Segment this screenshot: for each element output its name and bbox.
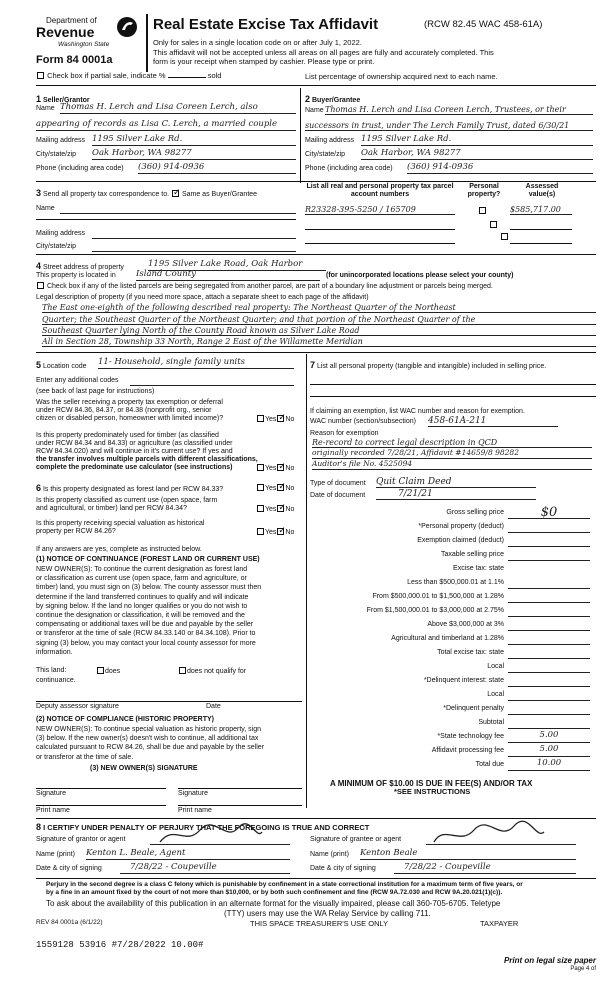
calc-row	[310, 702, 596, 716]
tax-corr-city-row: City/state/zip	[36, 243, 296, 251]
calc-row	[310, 688, 596, 702]
location-code[interactable]: 11- Household, single family units	[98, 358, 294, 369]
calc-row	[310, 730, 596, 744]
notice2-body: NEW OWNER(S): To continue special valuation as historic property, sign (3) below. If the new owner(s) doesn't wish to continue, all additional tax calculated pursuant to RCW 84.26, shall be due and payable by the seller or transferor at the time of sale.	[36, 726, 265, 761]
calc-row	[310, 758, 596, 772]
grantor-date-row: Date & city of signing 7/28/22 - Coupeville	[36, 865, 306, 873]
calc-value[interactable]	[508, 661, 590, 673]
dept-line2: Revenue	[36, 24, 95, 40]
grantor-name-row: Name (print) Kenton L. Beale, Agent	[36, 851, 306, 859]
calc-row	[310, 674, 596, 688]
calc-label: Excise tax: state	[453, 565, 504, 572]
grantee-date-city[interactable]: 7/28/22 - Coupeville	[394, 863, 576, 874]
perjury-line2: by a fine in an amount fixed by the court of not more than $10,000, or by both such confinement and fine (RCW 9A.72.030 and RCW 9A.20.021(1)(c)).	[46, 889, 503, 896]
reason-line1[interactable]: Re-record to correct legal description in QCD	[312, 438, 592, 448]
buyer-mailing-row: Mailing address 1195 Silver Lake Rd.	[305, 137, 593, 145]
street-row: 4 Street address of property 1195 Silver Lake Road, Oak Harbor	[36, 261, 326, 272]
notice1-title: (1) NOTICE OF CONTINUANCE (FOREST LAND OR CURRENT USE)	[36, 556, 260, 563]
calc-row	[310, 562, 596, 576]
calc-label: *Delinquent penalty	[443, 705, 504, 712]
personal-prop-label: 7 List all personal property (tangible and intangible) included in selling price.	[310, 360, 547, 370]
calc-label: Local	[487, 663, 504, 670]
q-current-use: Is this property classified as current use (open space, farm and agricultural, or timber) land per RCW 84.34? Yes✓ No	[36, 497, 306, 513]
personal-prop-checkbox-1[interactable]	[479, 207, 486, 214]
q-forest: 6 Is this property designated as forest land per RCW 84.33? Yes✓ No	[36, 483, 306, 494]
q-historic-no[interactable]	[277, 528, 284, 535]
same-as-buyer-checkbox[interactable]	[172, 190, 179, 197]
ownership-note: List percentage of ownership acquired next to each name.	[305, 72, 498, 81]
see-instructions: *SEE INSTRUCTIONS	[394, 787, 471, 796]
calc-row	[310, 534, 596, 548]
q-exemption-no[interactable]	[277, 415, 284, 422]
calc-label: Affidavit processing fee	[431, 747, 504, 754]
seller-phone-row: Phone (including area code) (360) 914-0936	[36, 165, 296, 173]
legal-line4[interactable]: All in Section 28, Township 33 North, Range 2 East of the Willamette Meridian	[42, 337, 596, 347]
calc-label: Total excise tax: state	[437, 649, 504, 656]
legal-label: Legal description of property (if you need more space, attach a separate sheet to each page of the affidavit)	[36, 294, 369, 301]
calc-row	[310, 590, 596, 604]
alt-format-line2: (TTY) users may use the WA Relay Service by calling 711.	[224, 909, 431, 918]
notice2-title: (2) NOTICE OF COMPLIANCE (HISTORIC PROPERTY)	[36, 716, 214, 723]
street-address[interactable]: 1195 Silver Lake Road, Oak Harbor	[148, 260, 326, 271]
cashier-stamp: 1559128 53916 #7/28/2022 10.00#	[36, 940, 204, 950]
exempt-label: If claiming an exemption, list WAC number and reason for exemption.	[310, 408, 525, 415]
rev-number: REV 84 0001a (6/1/22)	[36, 919, 103, 926]
owner-sig-label-1: Signature	[36, 790, 66, 797]
parcel-number[interactable]: R23328-395-5250 / 165709	[305, 205, 455, 215]
calc-value[interactable]: 10.00	[508, 759, 590, 771]
owner-sig-label-2: Signature	[178, 790, 208, 797]
calc-value[interactable]	[508, 535, 590, 547]
wac-number[interactable]: 458-61A-211	[428, 416, 558, 427]
calc-value[interactable]	[508, 521, 590, 533]
notice1-body: NEW OWNER(S): To continue the current designation as forest land or classification as current use (open space, farm and agriculture, or timber) land, you must sign on (3) below. The county assessor must then determine if the land transferred continues to qualify and will indicate by signing below. If the land no longer qualifies or you do not wish to continue the designation or classification, it will be removed and the compensating or additional taxes will be due and payable by the seller or transferor at the time of sale (RCW 84.33.140 or 84.34.108). Prior to signing (3) below, you may contact your local county assessor for more information.	[36, 566, 262, 656]
calc-value[interactable]	[508, 647, 590, 659]
calc-label: *Personal property (deduct)	[418, 523, 504, 530]
calc-row	[310, 744, 596, 758]
partial-sale-suffix: sold	[207, 71, 222, 80]
buyer-name[interactable]: Thomas H. Lerch and Lisa Coreen Lerch, Trustees, or their	[325, 105, 593, 115]
grantee-signature-icon	[428, 820, 548, 848]
this-land-row: This land: does does not qualify for continuance.	[36, 667, 247, 684]
calc-label: Taxable selling price	[440, 551, 504, 558]
land-does-not-checkbox[interactable]	[179, 667, 186, 674]
q-timber: Is this property predominately used for timber (as classified under RCW 84.34 and 84.33) or agriculture (as classified under RCW 84.34.020) and will continue in it's current use? If yes and the transfer involves multiple parcels with different classifications, complete the predominate use calculator (see instructions) Yes✓ No	[36, 432, 306, 472]
grantee-sig-row: Signature of grantee or agent	[310, 836, 596, 844]
calc-value[interactable]	[508, 619, 590, 631]
calc-row	[310, 548, 596, 562]
q-timber-yes[interactable]	[257, 464, 264, 471]
calc-label: Less than $500,000.01 at 1.1%	[407, 579, 504, 586]
calc-label: Exemption claimed (deduct)	[417, 537, 504, 544]
calc-row	[310, 618, 596, 632]
calc-row	[310, 604, 596, 618]
additional-codes-row: Enter any additional codes	[36, 377, 302, 385]
buyer-city-row: City/state/zip Oak Harbor, WA 98277	[305, 151, 593, 159]
partial-sale-checkbox[interactable]	[37, 72, 44, 79]
buyer-phone[interactable]: (360) 914-0936	[407, 163, 593, 174]
reason-line3[interactable]: Auditor's file No. 4525094	[312, 460, 592, 470]
seller-name[interactable]: Thomas H. Lerch and Lisa Coreen Lerch, also	[60, 103, 296, 114]
calc-value[interactable]: 5.00	[508, 731, 590, 743]
grantor-date-city[interactable]: 7/28/22 - Coupeville	[120, 863, 290, 874]
calc-value[interactable]	[508, 633, 590, 645]
treasurer-use: THIS SPACE TREASURER'S USE ONLY	[250, 919, 389, 928]
calc-label: Agricultural and timberland at 1.28%	[391, 635, 504, 642]
loc-code-row: 5 Location code 11- Household, single family units	[36, 360, 302, 371]
calc-label: *Delinquent interest: state	[423, 677, 504, 684]
q-forest-yes[interactable]	[257, 484, 264, 491]
parcels-col1-header: List all real and personal property tax parcel account numbers	[306, 183, 454, 199]
calc-row	[310, 576, 596, 590]
buyer-name-cont[interactable]: successors in trust, under The Lerch Family Trust, dated 6/30/21	[305, 121, 593, 131]
tax-corr-heading: 3 Send all property tax correspondence to. ✓ Same as Buyer/Grantee	[36, 188, 257, 199]
q-current-use-no[interactable]	[277, 505, 284, 512]
calc-row	[310, 632, 596, 646]
calc-value[interactable]: 5.00	[508, 745, 590, 757]
calc-value[interactable]	[508, 703, 590, 715]
reason-label: Reason for exemption	[310, 430, 379, 437]
q-current-use-yes[interactable]	[257, 505, 264, 512]
grantee-date-row: Date & city of signing 7/28/22 - Coupeville	[310, 865, 596, 873]
seller-city-row: City/state/zip Oak Harbor, WA 98277	[36, 151, 296, 159]
buyer-phone-row: Phone (including area code) (360) 914-0936	[305, 165, 593, 173]
deputy-date-label: Date	[206, 703, 221, 710]
q-forest-no[interactable]	[277, 484, 284, 491]
segregated-row: Check box if any of the listed parcels are being segregated from another parcel, are part of a boundary line adjustment or parcels being merged.	[36, 282, 493, 291]
q-exemption: Was the seller receiving a property tax exemption or deferral under RCW 84.36, 84.37, or 84.38 (nonprofit org., senior citizen or disabled person, homeowner with limited income)? Yes✓ No	[36, 399, 306, 423]
owner-print-label-2: Print name	[178, 807, 212, 814]
seller-mailing[interactable]: 1195 Silver Lake Rd.	[92, 135, 296, 146]
calc-value[interactable]	[508, 605, 590, 617]
dept-line1: Department of	[46, 16, 97, 25]
calc-value[interactable]: $0	[508, 507, 590, 519]
calc-label: Total due	[475, 761, 504, 768]
calc-value[interactable]	[508, 591, 590, 603]
deputy-label: Deputy assessor signature	[36, 703, 119, 710]
seller-name-row: Name Thomas H. Lerch and Lisa Coreen Lerch, also	[36, 105, 296, 113]
buyer-name-row: Name Thomas H. Lerch and Lisa Coreen Lerch, Trustees, or their	[305, 107, 593, 115]
calc-row	[310, 716, 596, 730]
calc-value[interactable]	[508, 577, 590, 589]
calc-label: Gross selling price	[446, 509, 504, 516]
calc-label: Local	[487, 691, 504, 698]
page-number: Page 4 of	[570, 966, 596, 972]
perjury-line1: Perjury in the second degree is a class C felony which is punishable by confinement in a state correctional institution for a maximum term of five years, or	[46, 881, 523, 888]
q-historic-yes[interactable]	[257, 528, 264, 535]
calc-value[interactable]	[508, 717, 590, 729]
calc-label: *State technology fee	[437, 733, 504, 740]
calc-value[interactable]	[508, 549, 590, 561]
personal-prop-checkbox-3[interactable]	[501, 233, 508, 240]
parcel-value[interactable]: $585,717.00	[510, 205, 572, 215]
calc-value[interactable]	[508, 675, 590, 687]
buyer-mailing[interactable]: 1195 Silver Lake Rd.	[361, 135, 593, 146]
buyer-city[interactable]: Oak Harbor, WA 98277	[361, 149, 593, 160]
grantor-signature-icon	[156, 822, 266, 848]
seller-city[interactable]: Oak Harbor, WA 98277	[92, 149, 296, 160]
form-title: Real Estate Excise Tax Affidavit	[153, 16, 379, 33]
notice-line1: Only for sales in a single location code on or after July 1, 2022.	[153, 38, 362, 47]
legal-line2[interactable]: Quarter; the Southeast Quarter of the Northeast Quarter; and that portion of the Northeast Quarter of the	[42, 315, 596, 325]
land-does-checkbox[interactable]	[97, 667, 104, 674]
dept-line3: Washington State	[58, 41, 110, 48]
grantee-name-row: Name (print) Kenton Beale	[310, 851, 596, 859]
wac-row: WAC number (section/subsection) 458-61A-211	[310, 418, 596, 426]
seller-heading: 1 Seller/Grantor	[36, 94, 90, 104]
seller-mailing-row: Mailing address 1195 Silver Lake Rd.	[36, 137, 296, 145]
owner-print-label-1: Print name	[36, 807, 70, 814]
notice3-title: (3) NEW OWNER(S) SIGNATURE	[90, 765, 198, 772]
calc-label: From $500,000.01 to $1,500,000 at 1.28%	[372, 593, 504, 600]
seller-name-cont[interactable]: appearing of records as Lisa C. Lerch, a married couple	[36, 120, 296, 131]
partial-sale-label: Check box if partial sale, indicate %	[47, 71, 166, 80]
calc-row	[310, 660, 596, 674]
reason-line2[interactable]: originally recorded 7/28/21, Affidavit #14659/8 98282	[312, 449, 592, 459]
grantee-name[interactable]: Kenton Beale	[360, 849, 576, 860]
calc-label: Above $3,000,000 at 3%	[427, 621, 504, 628]
print-legal: Print on legal size paper	[503, 956, 596, 965]
tax-corr-name-row: Name	[36, 205, 296, 213]
certify: 8 I CERTIFY UNDER PENALTY OF PERJURY THAT THE FOREGOING IS TRUE AND CORRECT	[36, 822, 370, 832]
taxpayer-label: TAXPAYER	[480, 919, 519, 928]
calc-row	[310, 506, 596, 520]
notice-line3: form is your receipt when stamped by cashier. Please type or print.	[153, 57, 375, 66]
county-select[interactable]: Island County	[136, 270, 320, 281]
partial-sale-row	[36, 72, 221, 81]
form-number: Form 84 0001a	[36, 54, 113, 66]
q-historic: Is this property receiving special valuation as historical property per RCW 84.26? Yes✓ No	[36, 520, 306, 536]
doc-date-row: Date of document 7/21/21	[310, 492, 596, 500]
calc-value[interactable]	[508, 689, 590, 701]
seller-phone[interactable]: (360) 914-0936	[138, 163, 296, 174]
segregated-checkbox[interactable]	[37, 282, 44, 289]
calc-row	[310, 520, 596, 534]
notice-line2: This affidavit will not be accepted unless all areas on all pages are fully and accurately completed. This	[153, 48, 494, 57]
legal-line1[interactable]: The East one-eighth of the following described real property: The Northeast Quarter of the Northeast	[42, 303, 596, 313]
minimum-due: A MINIMUM OF $10.00 IS DUE IN FEE(S) AND/OR TAX	[330, 779, 533, 788]
doc-type-row: Type of document Quit Claim Deed	[310, 480, 596, 488]
doc-type[interactable]: Quit Claim Deed	[376, 477, 536, 488]
county-row: This property is located in Island County (for unincorporated locations please select your county)	[36, 269, 514, 279]
legal-line3[interactable]: Southeast Quarter lying North of the County Road known as Silver Lake Road	[42, 326, 596, 336]
revenue-logo-icon	[116, 16, 138, 38]
doc-date[interactable]: 7/21/21	[376, 489, 536, 500]
buyer-heading: 2 Buyer/Grantee	[305, 94, 361, 104]
personal-prop-checkbox-2[interactable]	[490, 221, 497, 228]
tax-corr-mailing-row: Mailing address	[36, 230, 296, 238]
calc-label: From $1,500,000.01 to $3,000,000 at 2.75%	[366, 607, 504, 614]
parcels-col2-header: Personal property?	[467, 183, 501, 199]
answers-note: If any answers are yes, complete as instructed below.	[36, 546, 202, 553]
alt-format-line1: To ask about the availability of this publication in an alternate format for the visually impaired, please call 360-705-6705. Teletype	[46, 899, 501, 908]
parcels-col3-header: Assessed value(s)	[525, 183, 559, 199]
additional-codes-note: (see back of last page for instructions)	[36, 388, 155, 395]
calc-row	[310, 646, 596, 660]
grantor-sig-row: Signature of grantor or agent	[36, 836, 306, 844]
q-timber-no[interactable]	[277, 464, 284, 471]
form-title-ref: (RCW 82.45 WAC 458-61A)	[424, 19, 543, 30]
grantor-name[interactable]: Kenton L. Beale, Agent	[86, 849, 290, 860]
calc-label: Subtotal	[478, 719, 504, 726]
q-exemption-yes[interactable]	[257, 415, 264, 422]
